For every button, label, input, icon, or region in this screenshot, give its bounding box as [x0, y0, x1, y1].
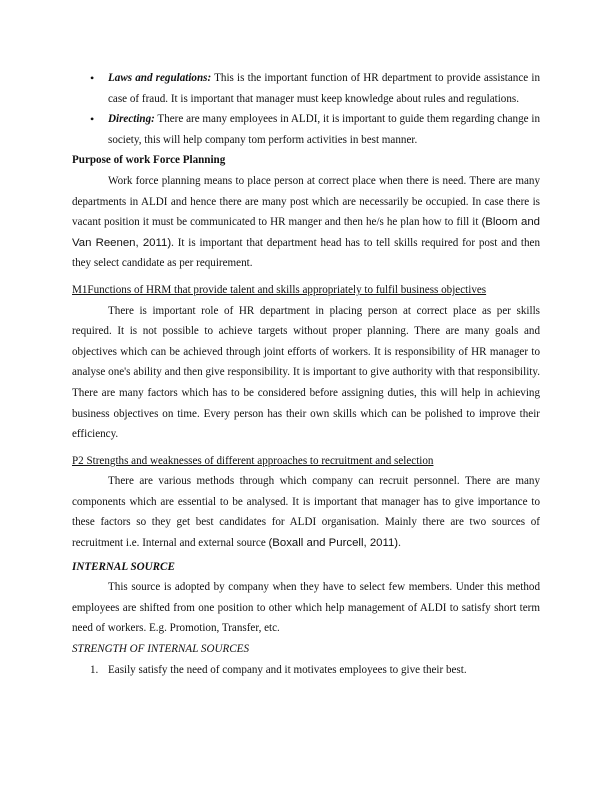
bullet-term: Laws and regulations: [108, 72, 212, 84]
m1-heading: M1Functions of HRM that provide talent and skills appropriately to fulfil business objectives [72, 283, 487, 296]
purpose-heading: Purpose of work Force Planning [72, 154, 226, 167]
bullet-term: Directing: [108, 113, 155, 126]
bullet-dot-icon: • [90, 71, 95, 85]
bullet-dot-icon: • [90, 112, 95, 127]
strength-heading: STRENGTH OF INTERNAL SOURCES [72, 643, 250, 656]
bullet-text: There are many employees in ALDI, it is important to guide them regarding change in society, this will help company tom perform activities in best manner. [108, 113, 540, 146]
list-number: 1. [90, 663, 99, 676]
purpose-paragraph [72, 171, 540, 274]
citation: (Bloom and Van Reenen, 2011) [72, 216, 541, 249]
p2-paragraph [72, 471, 540, 553]
list-item [72, 660, 540, 681]
bullet-directing [72, 109, 540, 150]
m1-paragraph: There is important role of HR department in placing person at correct place as per skills required. It is not possible to achieve targets without proper planning. There are many goals and objectives which can be achieved through joint efforts of workers. It is responsibility of HR manager to analyse one's ability and then give responsibility. It is important to give authority with that responsibility. There are many factors which has to be considered before assigning duties, this will help in achieving business objectives on time. Every person has their own skills which can be polished to improve their efficiency. [72, 304, 540, 441]
purpose-text-end: . It is important that department head has to tell skills required for post and then they select candidate as per requirement. [72, 236, 541, 270]
internal-source-paragraph: This source is adopted by company when they have to select few members. Under this method employees are shifted from one position to other which help management of ALDI to satisfy short term need of workers. E.g. Promotion, Transfer, etc. [72, 581, 540, 635]
purpose-text: Work force planning means to place person at correct place when there is need. There are many departments in ALDI and hence there are many post which are necessarily be occupied. In case there is vacant position it must be communicated to HR manger and then he/s he plan how to fill it [72, 174, 540, 229]
list-item-text: Easily satisfy the need of company and it motivates employees to give their best. [108, 663, 467, 676]
bullet-text: This is the important function of HR department to provide assistance in case of fraud. It is important that manager must keep knowledge about rules and regulations. [108, 72, 540, 105]
internal-source-heading: INTERNAL SOURCE [72, 560, 175, 573]
citation: (Boxall and Purcell, 2011) [268, 537, 399, 550]
p2-text-end: . [398, 537, 401, 550]
p2-text: There are various methods through which company can recruit personnel. There are many components which are essential to be analysed. It is important that manager has to give importance to these factors so they get best candidates for ALDI organisation. Mainly there are two sources of recruitment i.e. Internal and external source [72, 475, 540, 550]
bullet-laws-regulations [72, 68, 540, 109]
page-content [72, 68, 540, 680]
p2-heading: P2 Strengths and weaknesses of different approaches to recruitment and selection [72, 454, 434, 467]
